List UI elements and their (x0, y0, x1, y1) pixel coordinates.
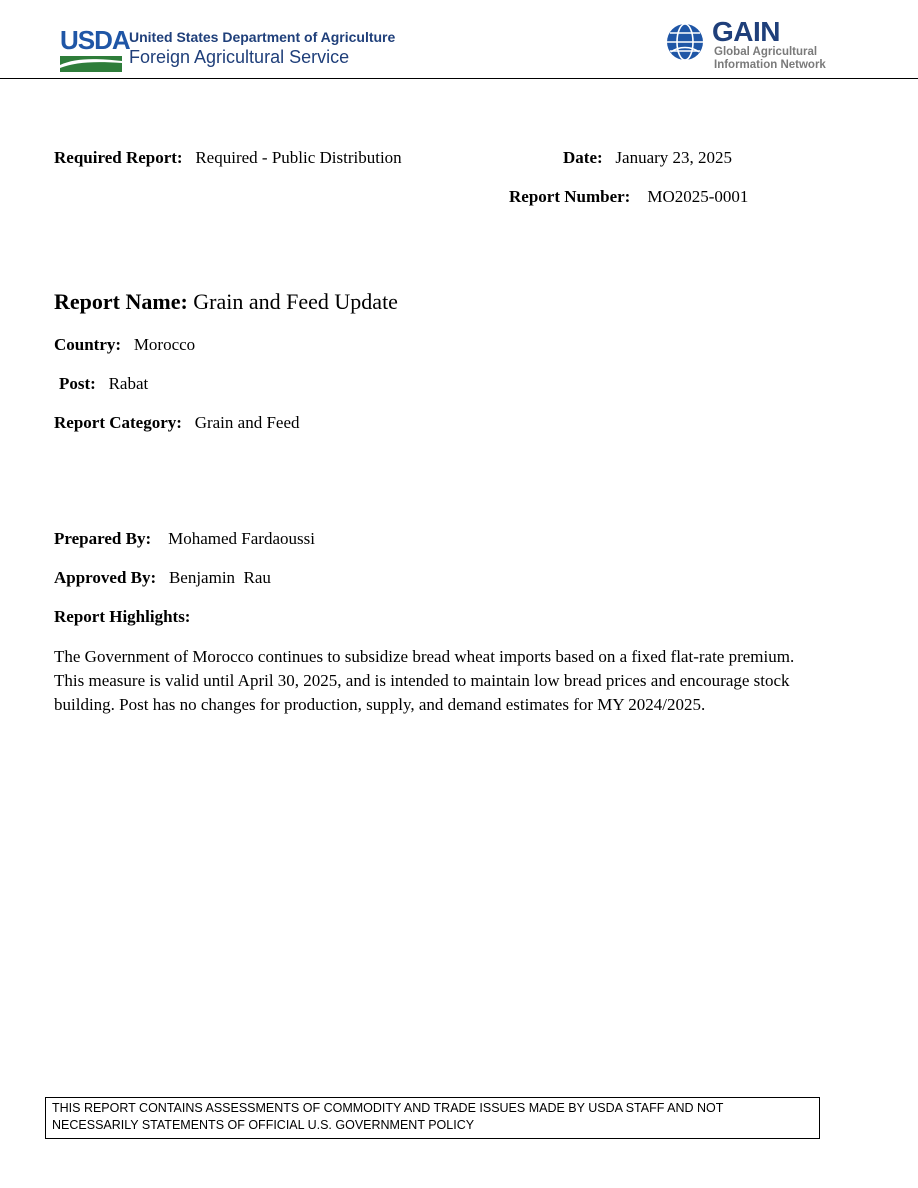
usda-logo-text: USDA (60, 25, 130, 55)
country-row (54, 335, 195, 355)
approved-by-value: Benjamin Rau (168, 568, 271, 587)
gain-subtitle-line-1: Global Agricultural (714, 46, 818, 58)
agency-name: Foreign Agricultural Service (129, 47, 350, 67)
approved-by-row (54, 568, 271, 588)
gain-subtitle (714, 46, 826, 72)
post-row (59, 374, 148, 394)
report-number-value: MO2025-0001 (647, 187, 749, 206)
prepared-by-label: Prepared By: (54, 529, 152, 548)
date-value: January 23, 2025 (615, 148, 733, 167)
country-value: Morocco (133, 335, 196, 354)
report-name-label: Report Name: (54, 289, 188, 314)
post-value: Rabat (108, 374, 149, 393)
usda-wave-icon (60, 56, 122, 72)
date-row (563, 148, 732, 168)
disclaimer-box: THIS REPORT CONTAINS ASSESSMENTS OF COMMODITY AND TRADE ISSUES MADE BY USDA STAFF AND NOT NECESSARILY STATEMENTS OF OFFICIAL U.S. GOVERNMENT POLICY (45, 1097, 820, 1139)
required-report-value: Required - Public Distribution (195, 148, 402, 167)
required-report-row (54, 148, 402, 168)
gain-subtitle-line-2: Information Network (714, 59, 826, 71)
report-number-row (509, 187, 748, 207)
post-label: Post: (59, 374, 96, 393)
globe-icon (665, 22, 705, 62)
header-divider (0, 78, 918, 79)
date-label: Date: (563, 148, 603, 167)
report-category-label: Report Category: (54, 413, 182, 432)
report-number-label: Report Number: (509, 187, 631, 206)
required-report-label: Required Report: (54, 148, 183, 167)
report-highlights-label: Report Highlights: (54, 607, 191, 626)
approved-by-label: Approved By: (54, 568, 157, 587)
report-category-value: Grain and Feed (194, 413, 300, 432)
report-category-row (54, 413, 300, 433)
department-name: United States Department of Agriculture (129, 29, 396, 45)
usda-logo (60, 25, 130, 72)
report-highlights-text: The Government of Morocco continues to subsidize bread wheat imports based on a fixed flat-rate premium. This measure is valid until April 30, 2025, and is intended to maintain low bread prices and encourage stock building. Post has no changes for production, supply, and demand estimates for MY 2024/2025. (54, 647, 795, 714)
report-highlights-heading (54, 607, 190, 627)
report-name-row (54, 289, 398, 315)
prepared-by-value: Mohamed Fardaoussi (168, 529, 315, 548)
prepared-by-row (54, 529, 315, 549)
country-label: Country: (54, 335, 122, 354)
report-name-value: Grain and Feed Update (193, 289, 398, 314)
gain-title: GAIN (712, 16, 780, 47)
